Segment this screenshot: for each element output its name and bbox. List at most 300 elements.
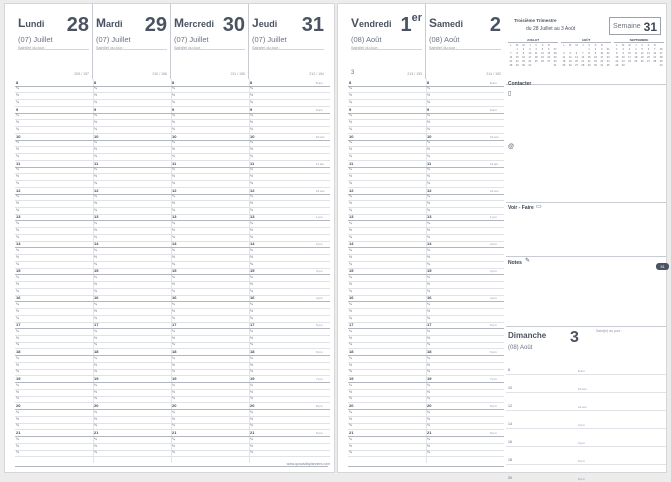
quarter-label: ¼ xyxy=(427,248,430,253)
website-link[interactable]: www.quovadisplanners.com xyxy=(286,462,330,466)
quarter-label: ½ xyxy=(94,147,97,152)
quarter-label: ¼ xyxy=(94,140,97,145)
quarter-label: ¾ xyxy=(16,261,19,266)
hour-label: 19 xyxy=(172,376,177,382)
quarter-label: ½ xyxy=(172,147,175,152)
hour-label: 17 xyxy=(172,322,177,328)
quarter-label: ½ xyxy=(94,201,97,205)
day-number xyxy=(145,14,167,37)
quarter-line xyxy=(348,254,504,255)
quarter-label: ½ xyxy=(250,389,253,394)
quarter-label: ¾ xyxy=(172,261,175,266)
quarter-label: ¾ xyxy=(427,153,430,158)
quarter-label: ¾ xyxy=(16,396,19,401)
quarter-label: ¼ xyxy=(172,194,175,199)
mini-calendar-day: 35 xyxy=(606,64,610,68)
quarter-label: ½ xyxy=(172,227,175,232)
right-page xyxy=(337,3,667,481)
mini-calendar-day: L xyxy=(616,44,618,47)
day-initial: J xyxy=(252,16,259,30)
quarter-line xyxy=(348,180,504,181)
hour-label: 15 xyxy=(427,268,432,274)
quarter-label: ¼ xyxy=(16,140,19,145)
quarter-label: ¾ xyxy=(94,369,97,374)
quarter-label: ½ xyxy=(16,120,19,125)
hour-label: 21 xyxy=(250,430,255,436)
hour-label: 21 xyxy=(427,430,432,436)
week-label: Semaine xyxy=(613,23,641,30)
hour-note: 8 am xyxy=(316,80,323,85)
quarter-label: ¾ xyxy=(94,423,97,428)
hour-label: 11 xyxy=(172,160,177,166)
quarter-label: ¼ xyxy=(172,302,175,307)
mini-calendar-day: 25 xyxy=(634,60,638,64)
sunday-hour-label: 20 xyxy=(508,476,512,480)
mini-calendar-day xyxy=(546,64,552,68)
quarter-label: ¾ xyxy=(427,126,430,131)
mini-calendar-day: 30 xyxy=(621,64,625,68)
quarter-label: ½ xyxy=(16,416,19,421)
mini-calendar-day: 18 xyxy=(634,56,638,60)
day-month: (08) Août xyxy=(351,35,382,44)
quarter-label: ¼ xyxy=(427,140,430,145)
quarter-label: ¼ xyxy=(427,409,430,414)
mini-calendar-day: L xyxy=(563,44,565,47)
hour-label: 20 xyxy=(94,403,99,409)
hour-label: 12 xyxy=(250,187,255,193)
mini-calendar-day: D xyxy=(600,44,603,47)
quarter-label: ¾ xyxy=(250,207,253,212)
hour-label: 17 xyxy=(94,322,99,328)
mini-calendar-day: 30 xyxy=(553,60,557,64)
mini-calendar-day: 24 xyxy=(628,60,631,64)
hour-note: 1 pm xyxy=(490,215,497,220)
hour-note: 3 pm xyxy=(316,269,323,274)
quarter-label: ½ xyxy=(172,362,175,367)
quarter-label: ¼ xyxy=(172,86,175,91)
quarter-label: ½ xyxy=(94,93,97,98)
mini-calendar-day: 21 xyxy=(653,56,657,60)
mini-calendar-day: 13 xyxy=(547,52,551,56)
quarter-label: ¾ xyxy=(349,450,352,455)
mini-calendar-day: V xyxy=(588,44,591,47)
quarter-label: ¾ xyxy=(250,261,253,266)
quarter-label: ½ xyxy=(94,443,97,448)
mini-calendar-day: 5 xyxy=(641,48,643,52)
hour-label: 13 xyxy=(172,214,177,220)
hour-label: 16 xyxy=(427,295,432,301)
hour-label: 9 xyxy=(16,106,19,112)
mini-calendar-day: 4 xyxy=(535,48,537,52)
quarter-label: ¾ xyxy=(349,207,352,212)
quarter-label: ½ xyxy=(94,227,97,232)
mini-calendar-day: 12 xyxy=(568,56,572,60)
day-count: 213 / 153 xyxy=(407,72,422,76)
hour-label: 14 xyxy=(94,241,99,247)
hour-label: 15 xyxy=(16,268,21,274)
day-header xyxy=(15,4,93,79)
mini-calendar-title: SEPTEMBRE xyxy=(614,38,664,43)
hour-note: 4 pm xyxy=(316,296,323,301)
quarter-label: ¼ xyxy=(16,86,19,91)
quarter-line xyxy=(348,416,504,417)
quarter-label: ½ xyxy=(349,174,352,179)
hour-line xyxy=(348,409,504,410)
sunday-hour-note: 8 pm xyxy=(578,477,585,481)
quarter-label: ½ xyxy=(250,416,253,421)
day-number xyxy=(490,14,501,37)
quarter-label: ½ xyxy=(172,443,175,448)
quarter-label: ½ xyxy=(427,308,430,313)
quarter-label: ¾ xyxy=(427,396,430,401)
quarter-line xyxy=(348,153,504,154)
sunday-hour-note: 10 am xyxy=(578,387,587,391)
quarter-label: ½ xyxy=(16,308,19,313)
hour-label: 8 xyxy=(250,79,253,85)
hour-note: 11 am xyxy=(316,161,325,166)
mini-calendar-day: 10 xyxy=(600,52,604,56)
sunday-hour-line xyxy=(506,446,666,447)
quarter-label: ½ xyxy=(427,201,430,205)
mini-calendar-day: 11 xyxy=(634,52,638,56)
quarter-label: ¾ xyxy=(427,99,430,104)
day-name-rest: eudi xyxy=(258,19,278,29)
sunday-saint-label: Saint(e) du jour : xyxy=(596,329,622,333)
mini-calendar-day: 14 xyxy=(509,56,513,60)
quarter-label: ¾ xyxy=(172,126,175,131)
hour-line xyxy=(348,328,504,329)
quarter-label: ¾ xyxy=(427,450,430,455)
quarter-label: ½ xyxy=(172,201,175,205)
hour-line xyxy=(348,167,504,168)
hour-label: 17 xyxy=(349,322,354,328)
day-name-rest: undi xyxy=(25,19,45,29)
quarter-label: ½ xyxy=(349,201,352,205)
quarter-label: ¼ xyxy=(172,436,175,441)
mini-calendar-day xyxy=(633,64,639,68)
quarter-label: ¼ xyxy=(16,248,19,253)
mini-calendar-day: 22 xyxy=(615,60,619,64)
hour-label: 12 xyxy=(349,187,354,193)
mini-calendar-day: 22 xyxy=(515,60,519,64)
day-count: 210 / 156 xyxy=(152,72,167,76)
mini-calendar-day: 7 xyxy=(510,52,512,56)
day-saint-label: Saint(e) du jour : xyxy=(174,46,203,50)
quarter-label: ½ xyxy=(250,362,253,367)
quarter-label: ¾ xyxy=(94,450,97,455)
quarter-label: ½ xyxy=(250,147,253,152)
quarter-label: ¾ xyxy=(250,180,253,185)
quarter-label: ½ xyxy=(349,308,352,313)
quarter-label: ¾ xyxy=(16,180,19,185)
quarter-label: ¾ xyxy=(16,450,19,455)
quarter-label: ½ xyxy=(94,308,97,313)
mini-calendar-day: 23 xyxy=(522,60,525,64)
quarter-line xyxy=(348,106,504,107)
hour-note: 11 am xyxy=(490,161,499,166)
day-count: 214 / 152 xyxy=(486,72,501,76)
day-name-rest: endredi xyxy=(359,19,392,29)
quarter-label: ¾ xyxy=(172,153,175,158)
mini-calendar-day: 5 xyxy=(541,48,544,52)
quarter-label: ¾ xyxy=(172,315,175,320)
hour-label: 8 xyxy=(94,79,97,85)
quarter-label: ¼ xyxy=(250,86,253,91)
day-count: 209 / 157 xyxy=(74,72,89,76)
hour-label: 18 xyxy=(427,349,432,355)
mini-calendar-day: 33 xyxy=(606,56,610,60)
hour-note: 1 pm xyxy=(316,215,323,220)
quarter-line xyxy=(348,200,504,201)
quarter-label: ½ xyxy=(427,227,430,232)
mini-calendar-day: 26 xyxy=(568,64,572,68)
hour-note: 5 pm xyxy=(316,323,323,328)
day-header xyxy=(426,4,504,79)
quarter-label: ¼ xyxy=(16,275,19,280)
hour-line xyxy=(348,355,504,356)
quarter-label: ¼ xyxy=(349,140,352,145)
quarter-line xyxy=(348,173,504,174)
mini-calendar-day: 3 xyxy=(529,48,531,52)
hour-label: 14 xyxy=(172,241,177,247)
quarter-label: ¾ xyxy=(94,99,97,104)
mini-calendar-day: J xyxy=(529,44,531,47)
day-number xyxy=(400,14,422,37)
quarter-line xyxy=(348,214,504,215)
quarter-label: ½ xyxy=(349,389,352,394)
quarter-label: ¼ xyxy=(94,329,97,333)
quarter-label: ½ xyxy=(94,389,97,394)
quarter-label: ¾ xyxy=(94,261,97,266)
quarter-label: ½ xyxy=(349,281,352,286)
hour-label: 20 xyxy=(349,403,354,409)
day-month: (07) Juillet xyxy=(252,35,287,44)
mini-calendar-day: 39 xyxy=(659,60,663,64)
hour-label: 18 xyxy=(16,349,21,355)
mini-calendar-day: 30 xyxy=(594,64,597,68)
day-header xyxy=(249,4,327,79)
quarter-label: ¾ xyxy=(250,450,253,455)
hour-line xyxy=(348,301,504,302)
day-initial: M xyxy=(174,16,184,30)
hour-label: 12 xyxy=(172,187,177,193)
quarter-label: ¾ xyxy=(16,234,19,239)
quarter-label: ½ xyxy=(427,389,430,394)
mini-calendar-day: 14 xyxy=(581,56,585,60)
mini-calendar-day: 4 xyxy=(635,48,637,52)
quarter-label: ½ xyxy=(94,174,97,179)
quarter-label: ½ xyxy=(427,93,430,98)
quarter-label: ¾ xyxy=(172,450,175,455)
mini-calendar-grid xyxy=(561,44,611,68)
quarter-line xyxy=(348,207,504,208)
mini-calendar-day: S xyxy=(594,44,597,47)
mini-calendar-day: 9 xyxy=(622,52,624,56)
mini-calendar-day: 9 xyxy=(522,52,525,56)
day-saint-line xyxy=(351,49,422,50)
mini-calendar-day: 7 xyxy=(654,48,656,52)
quarter-label: ¼ xyxy=(250,113,253,118)
hour-label: 16 xyxy=(94,295,99,301)
quarter-label: ½ xyxy=(427,443,430,448)
quarter-line xyxy=(348,268,504,269)
mini-calendar-day: 18 xyxy=(534,56,538,60)
hour-note: 9 am xyxy=(490,107,497,112)
sunday-hour-label: 16 xyxy=(508,440,512,444)
mini-calendar-day: M xyxy=(575,44,578,47)
day-saint-line xyxy=(252,49,324,50)
mini-calendar-day: 23 xyxy=(621,60,625,64)
quarter-label: ½ xyxy=(250,308,253,313)
quarter-label: ½ xyxy=(16,281,19,286)
quarter-label: ¾ xyxy=(349,180,352,185)
quarter-label: ¾ xyxy=(427,180,430,185)
quarter-label: ¼ xyxy=(349,436,352,441)
mini-calendar-day: 28 xyxy=(509,64,513,68)
quarter-label: ¾ xyxy=(94,180,97,185)
left-footer-line xyxy=(15,466,328,467)
quarter-label: ¾ xyxy=(427,369,430,374)
mini-calendar-day: 37 xyxy=(659,52,663,56)
hour-label: 14 xyxy=(349,241,354,247)
quarter-label: ¼ xyxy=(349,113,352,118)
quarter-label: ¼ xyxy=(94,302,97,307)
quarter-label: ¾ xyxy=(94,288,97,293)
quarter-label: ¼ xyxy=(427,86,430,91)
quarter-label: ¼ xyxy=(94,409,97,414)
sunday-hour-label: 10 xyxy=(508,386,512,390)
quarter-label: ¾ xyxy=(16,288,19,293)
hour-line xyxy=(348,113,504,114)
hour-note: 9 pm xyxy=(490,431,497,436)
mini-calendar-day: 15 xyxy=(587,56,591,60)
hour-label: 19 xyxy=(427,376,432,382)
hour-line xyxy=(348,436,504,437)
quarter-line xyxy=(348,389,504,390)
mini-calendar-day: 22 xyxy=(587,60,591,64)
quarter-label: ¾ xyxy=(427,423,430,428)
day-saint-label: Saint(e) du jour : xyxy=(429,46,458,50)
hour-label: 11 xyxy=(427,160,432,166)
mini-calendar-day xyxy=(540,64,546,68)
quarter-line xyxy=(348,342,504,343)
hour-label: 15 xyxy=(250,268,255,274)
quarter-label: ¼ xyxy=(94,113,97,118)
mini-calendar-day: 31 xyxy=(606,48,610,52)
day-name xyxy=(18,16,44,30)
mini-calendar-day: 2 xyxy=(522,48,525,52)
quarter-line xyxy=(348,261,504,262)
quarter-label: ¾ xyxy=(250,126,253,131)
mini-calendar-day xyxy=(627,64,633,68)
quarter-label: ¼ xyxy=(94,221,97,226)
hour-label: 9 xyxy=(94,106,97,112)
day-month: (07) Juillet xyxy=(96,35,131,44)
mini-calendar-day: 40 xyxy=(659,64,663,68)
quarter-label: ½ xyxy=(16,254,19,259)
hour-label: 9 xyxy=(427,106,430,112)
quarter-line xyxy=(348,295,504,296)
quarter-line xyxy=(348,322,504,323)
mini-calendar-day: 1 xyxy=(516,48,518,52)
mini-calendar-day: 27 xyxy=(647,60,650,64)
day-name-rest: amedi xyxy=(437,19,464,29)
day-initial: V xyxy=(351,16,360,30)
quarter-label: ¼ xyxy=(427,221,430,226)
mini-calendar-day: 1 xyxy=(616,48,618,52)
quarter-line xyxy=(348,402,504,403)
hour-line xyxy=(348,220,504,221)
quarter-line xyxy=(348,133,504,134)
mini-calendar-title: AOÛT xyxy=(561,38,611,43)
left-page xyxy=(4,3,335,473)
quarter-label: ¼ xyxy=(94,382,97,387)
quarter-label: ¼ xyxy=(349,248,352,253)
quarter-label: ¼ xyxy=(250,355,253,360)
mini-calendar-day: 17 xyxy=(528,56,532,60)
mini-calendar-day: D xyxy=(547,44,550,47)
day-name xyxy=(429,16,463,30)
day-number xyxy=(223,14,245,37)
quarter-label: ¼ xyxy=(349,409,352,414)
quarter-line xyxy=(348,348,504,349)
hour-note: 3 pm xyxy=(490,269,497,274)
sunday-hour-line xyxy=(506,410,666,411)
hour-label: 11 xyxy=(250,160,255,166)
quarter-label: ½ xyxy=(349,335,352,340)
quarter-label: ½ xyxy=(250,254,253,259)
day-saint-label: Saint(e) du jour : xyxy=(252,46,281,50)
mini-calendar-day: J xyxy=(582,44,584,47)
hour-label: 13 xyxy=(427,214,432,220)
sunday-hour-label: 8 xyxy=(508,368,510,372)
quarter-label: ¾ xyxy=(172,342,175,347)
quarter-label: ¾ xyxy=(349,342,352,347)
quarter-label: ¼ xyxy=(427,167,430,172)
hour-label: 19 xyxy=(349,376,354,382)
hour-label: 20 xyxy=(172,403,177,409)
mini-calendar-day: 21 xyxy=(581,60,585,64)
quarter-label: ¾ xyxy=(94,234,97,239)
hour-label: 10 xyxy=(427,133,432,139)
day-saint-line xyxy=(174,49,245,50)
day-saint-label: Saint(e) du jour : xyxy=(18,46,47,50)
hour-label: 20 xyxy=(250,403,255,409)
quarter-line xyxy=(348,362,504,363)
quarter-label: ¼ xyxy=(427,382,430,387)
day-month: (07) Juillet xyxy=(18,35,53,44)
quarter-label: ¾ xyxy=(172,234,175,239)
hour-label: 15 xyxy=(172,268,177,274)
mini-calendar-day: 31 xyxy=(600,64,604,68)
quarter-label: ¾ xyxy=(427,342,430,347)
quarter-line xyxy=(348,429,504,430)
hour-label: 21 xyxy=(94,430,99,436)
quarter-line xyxy=(348,281,504,282)
day-saint-label: Saint(e) du jour : xyxy=(96,46,125,50)
right-side-panel xyxy=(506,4,666,481)
quarter-label: ¼ xyxy=(250,140,253,145)
quarter-label: ½ xyxy=(427,416,430,421)
mini-calendar-day: 20 xyxy=(575,60,578,64)
quarter-label: ½ xyxy=(250,174,253,179)
quarter-line xyxy=(348,227,504,228)
mini-calendar-day: 7 xyxy=(582,52,584,56)
hour-label: 15 xyxy=(349,268,354,274)
quarter-label: ¼ xyxy=(172,167,175,172)
mini-calendar-day: 32 xyxy=(606,52,610,56)
mini-calendar-day: 16 xyxy=(594,56,597,60)
